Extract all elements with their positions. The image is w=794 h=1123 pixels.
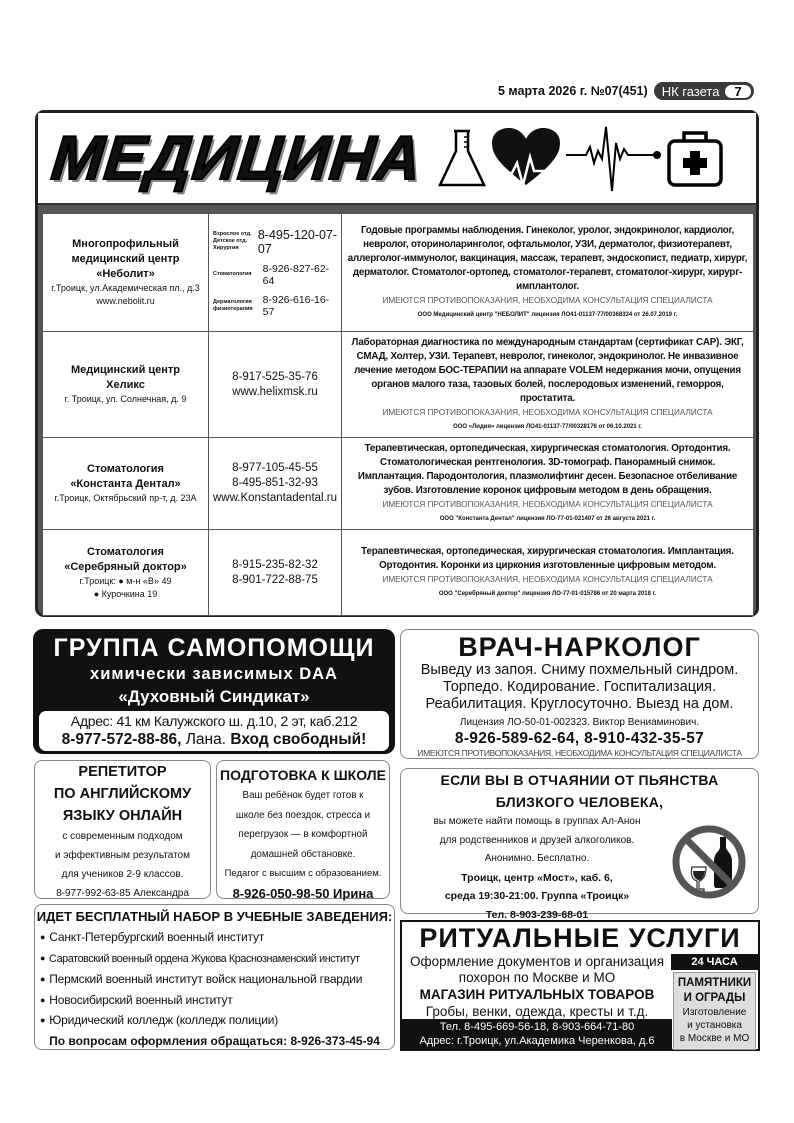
ad-title: ВРАЧ-НАРКОЛОГ — [458, 632, 701, 662]
monuments-title: И ОГРАДЫ — [683, 992, 746, 1004]
phone[interactable]: 8-495-851-32-93 — [232, 477, 318, 489]
shop-title: МАГАЗИН РИТУАЛЬНЫХ ТОВАРОВ — [419, 987, 655, 1002]
ad-title: ЕСЛИ ВЫ В ОТЧАЯНИИ ОТ ПЬЯНСТВА — [440, 772, 719, 788]
ad-text-line: Изготовление — [682, 1007, 747, 1018]
license-text: ООО "Константа Дентал" лицензия ЛО-77-01-021407 от 26 августа 2021 г. — [439, 516, 656, 522]
clinic-name: медицинский центр «Неболит» — [71, 253, 180, 280]
phone[interactable]: 8-495-120-07-07 — [257, 227, 338, 256]
department-label: Взрослое отд. Детское отд. Хирургия — [213, 231, 252, 251]
ad-self-help-group — [33, 629, 395, 754]
clinic-name: «Серебряный доктор» — [64, 560, 187, 573]
ad-text-line: перегрузок — в комфортной — [238, 829, 368, 840]
ecg-line-icon — [564, 123, 664, 193]
clinic-address: г. Троицк, ул. Солнечная, д. 9 — [64, 394, 187, 404]
ad-text-line: Гробы, венки, одежда, кресты и т.д. — [425, 1004, 649, 1019]
ad-title: ПО АНГЛИЙСКОМУ — [53, 786, 192, 802]
services-text: Лабораторная диагностика по международным стандартам (сертификат CAP). ЭКГ, СМАД, Холтер, УЗИ. Терапевт, невролог, гинеколог, эндокринолог. Не инвазивное лечение методом БОС-ТЕРАПИИ на аппарате VOLEM недержания мочи, опущения органов малого таза, тазовых болей, послеродовых изменений, геморроя, простатита. — [351, 337, 744, 404]
clinic-name: Медицинский центр — [70, 364, 181, 376]
institution-list — [35, 927, 394, 1031]
clinic-info — [43, 438, 209, 530]
phone[interactable]: Тел. 8-903-239-68-01 — [485, 908, 589, 921]
services-text: Годовые программы наблюдения. Гинеколог, уролог, эндокринолог, кардиолог, невролог, оториноларинголог, офтальмолог, УЗИ, дерматолог, физиотерапевт, аллерголог-иммунолог, вакцинация, массаж, терапевт, эндоскопист, педиатр, хирург, дерматолог. Стоматолог-ортопед, стоматолог-терапевт, стоматолог-хирург, хирург-имплантолог. — [347, 225, 748, 292]
ad-text-line: для учеников 2-9 классов. — [61, 869, 184, 880]
clinic-name: «Константа Дентал» — [70, 478, 181, 490]
ad-text-line: Троицк, центр «Мост», каб. 6, — [461, 871, 613, 884]
page-number: 7 — [725, 85, 750, 98]
phone[interactable]: 8-977-992-63-85 Александра — [56, 888, 189, 899]
list-item: ● Санкт-Петербургский военный институт — [40, 927, 394, 948]
ad-text-line: вы можете найти помощь в группах Ал-Анон — [433, 816, 641, 827]
medicine-icons — [436, 123, 724, 193]
ad-text-line: школе без поездок, стресса и — [235, 809, 371, 821]
ad-contacts — [402, 1019, 672, 1049]
ad-text-line: Ваш ребёнок будет готов к — [242, 790, 364, 801]
table-row — [43, 438, 754, 530]
phone[interactable]: 8-926-616-16-57 — [262, 293, 330, 318]
clinic-description — [342, 332, 754, 438]
clinic-description — [342, 530, 754, 616]
phone[interactable]: 8-915-235-82-32 — [232, 558, 318, 571]
heart-pulse-icon — [490, 127, 562, 189]
ad-text-line: домашней обстановке. — [250, 848, 356, 860]
license-text: ООО «Лидия» лицензия ЛО41-01137-77/00328176 от 06.10.2021 г. — [453, 424, 642, 430]
phone[interactable]: 8-977-572-88-86, — [61, 731, 182, 748]
services-text: Терапевтическая, ортопедическая, хирургическая стоматология. Ортодонтия. Стоматологическая рентгенология. 3D-томограф. Панорамный снимок. Имплантация. Пародонтология, плазмолифтинг десен. Безопасное отбеливание зубов. Изготовление коронок цифровым методом в день обращения. — [357, 443, 738, 496]
clinic-address: г.Троицк, ул.Академическая пл., д.3 — [51, 283, 200, 293]
clinic-website[interactable]: www.nebolit.ru — [96, 296, 155, 306]
ad-title: РЕПЕТИТОР — [78, 764, 167, 780]
ad-ritual-services — [400, 920, 760, 1051]
ad-education-enrollment — [34, 904, 395, 1050]
ad-text-line: Реабилитация. Круглосуточно. Выезд на дом. — [425, 696, 734, 712]
ad-text-line: среда 19:30-21:00. Группа «Троицк» — [444, 890, 630, 902]
clinic-description — [342, 214, 754, 332]
list-item: ● Юридический колледж (колледж полиции) — [40, 1010, 394, 1031]
list-item: ● Пермский военный институт войск национальной гвардии — [40, 969, 394, 990]
medicine-section — [35, 110, 759, 617]
ad-title: ПОДГОТОВКА К ШКОЛЕ — [220, 767, 386, 783]
monuments-box — [673, 972, 756, 1050]
ad-title: РИТУАЛЬНЫЕ УСЛУГИ — [419, 923, 741, 953]
table-row — [43, 332, 754, 438]
ad-title: ИДЕТ БЕСПЛАТНЫЙ НАБОР В УЧЕБНЫЕ ЗАВЕДЕНИЯ: — [36, 909, 393, 924]
paper-name: НК газета — [661, 83, 720, 99]
ad-subtitle: «Духовный Синдикат» — [118, 687, 310, 706]
ad-al-anon — [400, 768, 759, 921]
ad-subtitle: химически зависимых DAA — [90, 665, 338, 683]
ad-text-line: Анонимно. Бесплатно. — [484, 853, 590, 864]
services-text: Терапевтическая, ортопедическая, хирургическая стоматология. Имплантация. Ортодонтия. Коронки из циркония изготовленные цифровым методом. — [361, 546, 734, 571]
clinic-address: г.Троицк, Октябрьский пр-т, д. 23А — [54, 493, 197, 503]
ad-text-line: Оформление документов и организация — [409, 954, 664, 969]
department-label: Дерматология физиотерапия — [213, 298, 253, 312]
first-aid-kit-icon — [666, 127, 724, 189]
ad-school-prep — [216, 760, 390, 899]
clinic-info — [43, 214, 209, 332]
department-row — [213, 294, 337, 318]
license-text: ООО Медицинский центр "НЕБОЛИТ" лицензия ЛО41-01137-77/00368334 от 26.07.2019 г. — [417, 312, 678, 318]
clinic-phones — [209, 438, 342, 530]
clinic-info — [43, 530, 209, 616]
phone[interactable]: 8-926-827-62-64 — [262, 262, 330, 287]
ad-title: БЛИЗКОГО ЧЕЛОВЕКА, — [495, 794, 664, 810]
ad-contact-line — [39, 730, 389, 749]
section-title: МЕДИЦИНА — [48, 123, 426, 193]
clinics-table — [42, 213, 754, 616]
warning-text: ИМЕЮТСЯ ПРОТИВОПОКАЗАНИЯ, НЕОБХОДИМА КОНСУЛЬТАЦИЯ СПЕЦИАЛИСТА — [382, 408, 713, 417]
warning-text: ИМЕЮТСЯ ПРОТИВОПОКАЗАНИЯ, НЕОБХОДИМА КОНСУЛЬТАЦИЯ СПЕЦИАЛИСТА — [382, 296, 713, 305]
clinic-phones — [209, 214, 342, 332]
department-row — [213, 263, 337, 287]
issue-date: 5 марта 2026 г. №07(451) — [498, 84, 648, 98]
ad-text-line: Педагог с высшим с образованием. — [224, 868, 382, 879]
phone[interactable]: 8-917-525-35-76 — [232, 370, 318, 383]
contact-name: Лана. — [181, 731, 231, 748]
table-row — [43, 530, 754, 616]
ad-body — [401, 813, 673, 924]
ad-english-tutor — [34, 760, 211, 899]
clinic-address: ● Курочкина 19 — [93, 588, 158, 599]
ad-title: ГРУППА САМОПОМОЩИ — [53, 634, 375, 662]
ad-contact-box — [39, 711, 389, 751]
ad-note: Вход свободный! — [230, 731, 367, 748]
ad-narcologist — [400, 629, 759, 759]
warning-text: ИМЕЮТСЯ ПРОТИВОПОКАЗАНИЯ, НЕОБХОДИМА КОНСУЛЬТАЦИЯ СПЕЦИАЛИСТА — [417, 748, 742, 758]
phone[interactable]: 8-926-050-98-50 Ирина — [232, 885, 374, 901]
masthead — [498, 82, 754, 100]
ad-text-line: в Москве и МО — [679, 1033, 750, 1044]
ad-text-line: для родственников и друзей алкоголиков. — [439, 834, 635, 846]
phone[interactable]: Тел. 8-495-669-56-18, 8-903-664-71-80 — [439, 1021, 635, 1033]
ad-text-line: похорон по Москве и МО — [458, 970, 616, 985]
ad-contact: По вопросам оформления обращаться: 8-926-373-45-94 — [49, 1033, 380, 1048]
license-text: Лицензия ЛО-50-01-002323. Виктор Вениаминович. — [459, 717, 700, 728]
clinic-name: Стоматология — [87, 463, 164, 475]
ad-text-line: Выведу из запоя. Сниму похмельный синдром. — [420, 662, 739, 678]
phone[interactable]: 8-977-105-45-55 — [232, 462, 318, 474]
paper-badge — [654, 82, 754, 100]
hours-badge: 24 ЧАСА — [671, 954, 758, 970]
ad-text-line: и эффективным результатом — [55, 850, 190, 861]
ad-text-line: и установка — [687, 1020, 742, 1031]
clinic-name: Стоматология — [87, 545, 164, 558]
phone[interactable]: 8-901-722-88-75 — [232, 573, 318, 586]
flask-icon — [436, 127, 488, 189]
phone[interactable]: 8-926-589-62-64, 8-910-432-35-57 — [454, 730, 705, 747]
clinic-info — [43, 332, 209, 438]
clinic-website[interactable]: www.Konstantadental.ru — [213, 492, 338, 504]
no-alcohol-icon — [670, 823, 748, 901]
clinic-name: Хеликс — [106, 379, 145, 391]
warning-text: ИМЕЮТСЯ ПРОТИВОПОКАЗАНИЯ, НЕОБХОДИМА КОНСУЛЬТАЦИЯ СПЕЦИАЛИСТА — [382, 500, 713, 509]
clinic-description — [342, 438, 754, 530]
list-item: ● Саратовский военный ордена Жукова Краснознаменский институт — [40, 948, 394, 970]
clinic-name: Многопрофильный — [72, 238, 179, 250]
monuments-title: ПАМЯТНИКИ — [677, 977, 752, 989]
ad-body — [402, 954, 672, 1020]
ad-text-line: Торпедо. Кодирование. Госпитализация. — [443, 679, 716, 695]
clinic-phones — [209, 530, 342, 616]
monuments-panel — [671, 954, 758, 1049]
medicine-header — [38, 113, 756, 205]
ad-text-line: с современным подходом — [62, 831, 183, 842]
license-text: ООО "Серебряный доктор" лицензия ЛО-77-01-015786 от 20 марта 2018 г. — [438, 591, 657, 597]
clinic-website[interactable]: www.helixmsk.ru — [232, 385, 318, 398]
list-item: ● Новосибирский военный институт — [40, 990, 394, 1011]
clinic-address: г.Троицк: ● м-н «В» 49 — [79, 575, 172, 586]
clinic-phones — [209, 332, 342, 438]
warning-text: ИМЕЮТСЯ ПРОТИВОПОКАЗАНИЯ, НЕОБХОДИМА КОНСУЛЬТАЦИЯ СПЕЦИАЛИСТА — [382, 575, 713, 584]
table-row — [43, 214, 754, 332]
ad-address: Адрес: 41 км Калужского ш. д.10, 2 эт, каб.212 — [70, 713, 358, 729]
department-row — [213, 228, 337, 256]
ad-title: ЯЗЫКУ ОНЛАЙН — [62, 808, 183, 824]
department-label: Стоматология — [213, 271, 252, 277]
ad-address: Адрес: г.Троицк, ул.Академика Черенкова, д.6 — [419, 1034, 655, 1047]
